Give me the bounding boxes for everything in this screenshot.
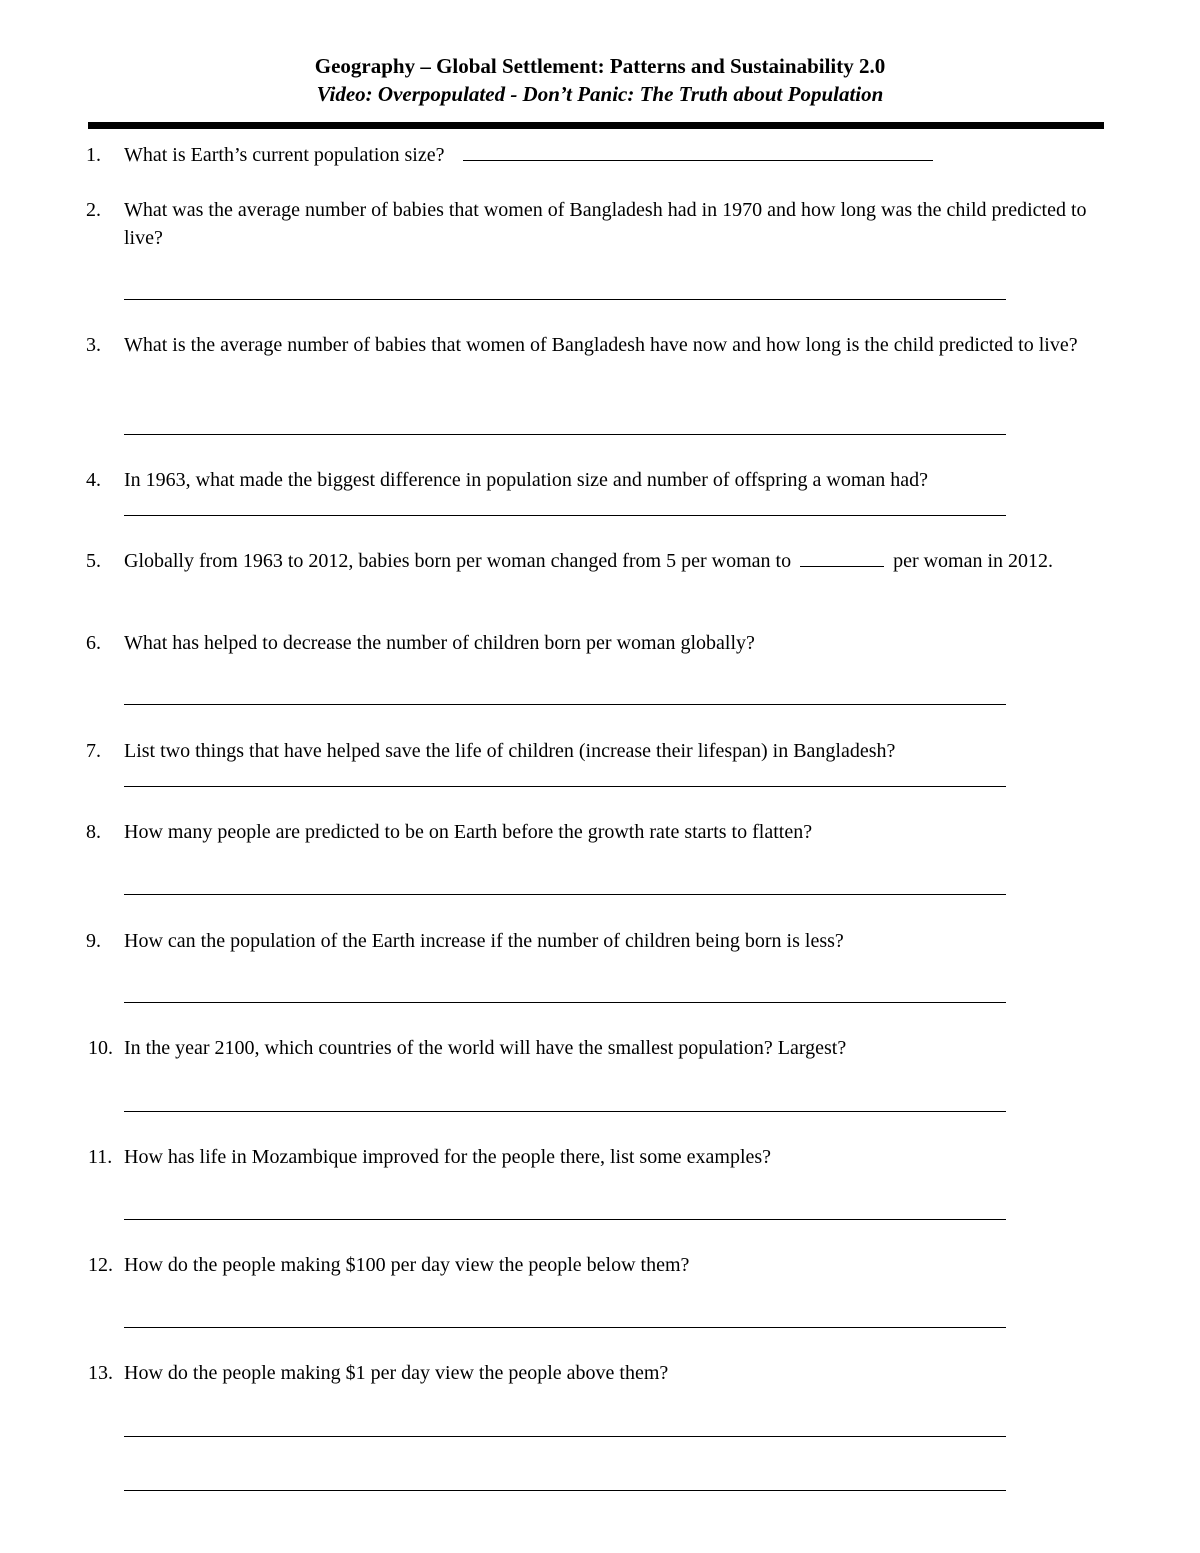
question-number: 2. [86,199,101,221]
question-text: What has helped to decrease the number of children born per woman globally? [124,632,755,654]
question-text: How has life in Mozambique improved for the people there, list some examples? [124,1146,772,1168]
answer-line[interactable] [124,299,1006,300]
question-number: 7. [86,740,101,762]
question-text: What is Earth’s current population size? [124,141,1089,169]
header-divider [88,122,1104,129]
question-text: How many people are predicted to be on Earth before the growth rate starts to flatten? [124,821,813,843]
answer-line[interactable] [124,1111,1006,1112]
question-text: How do the people making $1 per day view the people above them? [124,1362,669,1384]
answer-line[interactable] [124,1327,1006,1328]
question-number: 8. [86,821,101,843]
question-number: 9. [86,930,101,952]
question-text: In 1963, what made the biggest difference in population size and number of offspring a woman had? [124,469,929,491]
question-number: 6. [86,632,101,654]
question-number: 3. [86,334,101,356]
answer-line[interactable] [124,515,1006,516]
question-text: List two things that have helped save the life of children (increase their lifespan) in Bangladesh? [124,740,896,762]
answer-line[interactable] [124,1002,1006,1003]
question-text: How can the population of the Earth increase if the number of children being born is less? [124,930,844,952]
question-number: 5. [86,550,101,572]
question-text: How do the people making $100 per day view the people below them? [124,1254,690,1276]
question-text: What is the average number of babies that women of Bangladesh have now and how long is the child predicted to live? [124,334,1078,356]
question-text: What was the average number of babies that women of Bangladesh had in 1970 and how long was the child predicted to live? [124,199,1087,249]
answer-line[interactable] [124,894,1006,895]
question-number: 10. [88,1037,113,1059]
question-text: In the year 2100, which countries of the world will have the smallest population? Largest? [124,1037,847,1059]
answer-line[interactable] [124,1490,1006,1491]
question-number: 12. [88,1254,113,1276]
question-text: Globally from 1963 to 2012, babies born per woman changed from 5 per woman to per woman in 2012. [124,550,1054,572]
answer-line[interactable] [124,1219,1006,1220]
answer-line[interactable] [124,1436,1006,1437]
question-number: 13. [88,1362,113,1384]
question-number: 1. [86,144,101,166]
question-number: 4. [86,469,101,491]
answer-blank[interactable] [800,548,884,567]
page-subtitle: Video: Overpopulated - Don’t Panic: The Truth about Population [316,82,884,106]
answer-line[interactable] [124,786,1006,787]
answer-line[interactable] [124,704,1006,705]
answer-blank[interactable] [463,142,933,161]
answer-line[interactable] [124,434,1006,435]
question-number: 11. [88,1146,113,1168]
page-title: Geography – Global Settlement: Patterns and Sustainability 2.0 [314,54,886,78]
